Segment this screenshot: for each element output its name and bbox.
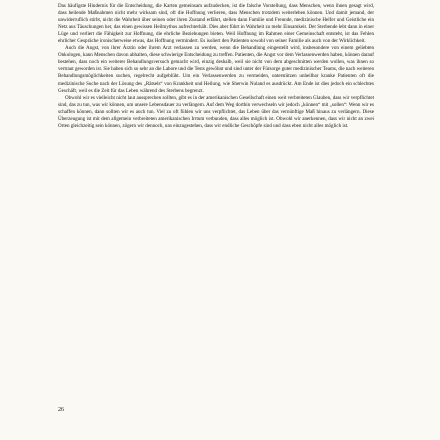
paragraph-1: Das häufigste Hindernis für die Entscheidung, die Karten gemeinsam aufzudecken, ist die falsche Vorstellung, dass Menschen, wenn ihnen gesagt wird, dass heilende Maßnahmen nicht mehr wirksam sind, oft die Hoffnung verlieren, dass Menschen trotzdem weiterleben können. Und damit jemand, der unwiderruflich stirbt, nicht die Wahrheit über seinen oder ihren Zustand erfährt, stellen dann Familie und Freunde, medizinische Helfer und Geistliche ein Netz aus Täuschungen her, das einen gewissen Heilmythos aufrechterhält. Dies aber führt in Wahrheit zu mehr Einsamkeit. Der Sterbende lebt dann in einer Lüge und verliert die Fähigkeit zur Hoffnung, die ehrliche Beziehungen bieten. Weil Hoffnung im Rahmen einer Gemeinschaft entsteht, ist das Fehlen ehrlicher Gespräche ironischerweise etwas, das Hoffnung vermindert. Es isoliert den Patienten sowohl von seiner Familie als auch von der Wirklichkeit. xyxy=(58,3,374,45)
paragraph-3: Obwohl wir es vielleicht nicht laut aussprechen sollten, gibt es in der amerikanischen Gesellschaft einen weit verbreiteten Glauben, dass wir verpflichtet sind, das zu tun, was wir können, um unsere Lebensdauer zu verlängern. Auf dem Weg dorthin verwechseln wir jedoch „können“ mit „sollen“: Wenn wir es schaffen können, dann sollten wir es auch tun. Viel zu oft fühlen wir uns verpflichtet, das Leben über das vernünftige Maß hinaus zu verlängern. Diese Überzeugung ist mit dem allgemein verbreiteten amerikanischen Irrtum verbunden, dass alles möglich ist. Obwohl wir anerkennen, dass wir nicht an zwei Orten gleichzeitig sein können, zögern wir dennoch, uns einzugestehen, dass wir endliche Geschöpfe sind und dass eben nicht alles möglich ist. xyxy=(58,94,374,129)
paragraph-2: Auch die Angst, von ihrer Ärztin oder ihrem Arzt verlassen zu werden, wenn die Behandlung eingestellt wird, insbesondere von einem geliebten Onkologen, kann Menschen davon abhalten, diese schwierige Entscheidung zu treffen. Patienten, die Angst vor dem Verlassenwerden haben, können darauf bestehen, dass noch ein weiterer Behandlungsversuch gemacht wird, einzig deshalb, weil sie nicht von dem abgeschnitten werden wollen, was ihnen so vertraut geworden ist. Sie haben sich so sehr an die Labore und die Tests gewöhnt und sind unter der Fürsorge guter medizinischer Teams, die nach weiteren Behandlungsmöglichkeiten suchen, regelrecht aufgeblüht. Um ein Verlassenwerden zu vermeiden, unterstützen unheilbar kranke Patienten oft die medizinische Suche nach der Lösung des „Rätsels“ von Krankheit und Heilung, wie Sherwin Nuland es ausdrückt. Am Ende ist dies jedoch ein schlechtes Geschäft, weil es die Zeit für das Leben während des Sterbens begrenzt. xyxy=(58,45,374,94)
page-number: 26 xyxy=(58,407,64,413)
